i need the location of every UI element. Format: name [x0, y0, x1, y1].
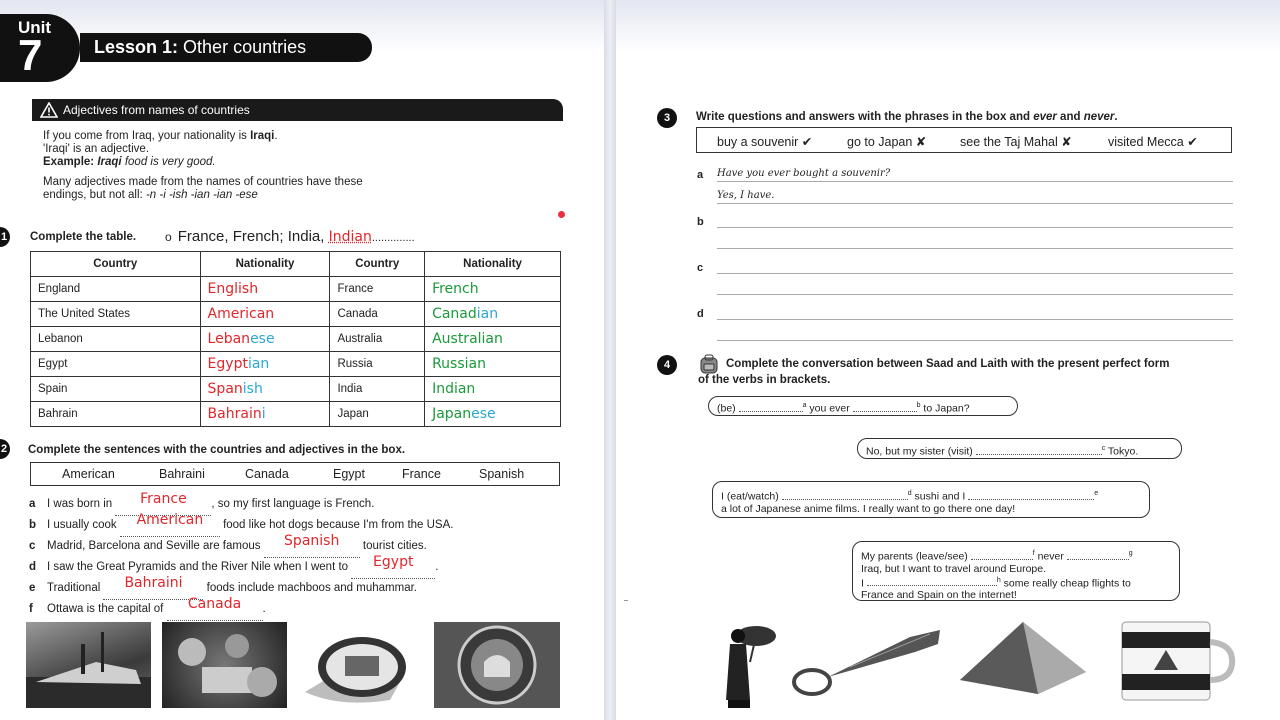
question-letter-a: a — [697, 169, 704, 181]
lesson-name: Other countries — [183, 37, 307, 57]
tip-heading: Adjectives from names of countries — [63, 103, 250, 117]
nationality-cell[interactable]: Russian — [425, 352, 561, 377]
table-row — [31, 377, 561, 402]
phrase: see the Taj Mahal ✘ — [960, 135, 1072, 149]
answer-line[interactable] — [717, 339, 1233, 341]
sentence-f: f Ottawa is the capital of Canada . — [29, 598, 266, 619]
answer-blank[interactable]: France — [115, 493, 211, 516]
warning-icon — [40, 102, 58, 118]
taj-mahal-plate-photo — [434, 622, 560, 708]
sentence-e: e Traditional Bahraini foods include machboos and muhammar. — [29, 577, 417, 598]
unit-label: Unit — [18, 18, 52, 37]
backpack-icon — [698, 354, 720, 374]
table-header-row — [31, 252, 561, 277]
lebanon-mug-image — [1118, 618, 1238, 704]
question-letter-b: b — [697, 216, 704, 228]
exercise-4-number: 4 — [657, 355, 677, 375]
harbour-photo — [26, 622, 151, 708]
answer-line[interactable] — [717, 202, 1233, 204]
answer-blank[interactable]: Bahraini — [103, 577, 203, 600]
exercise-3-number: 3 — [657, 108, 677, 128]
table-row — [31, 277, 561, 302]
nationality-cell[interactable]: Japanese — [425, 402, 561, 427]
country-cell: Canada — [330, 302, 425, 327]
country-cell: Lebanon — [31, 327, 201, 352]
header-nationality: Nationality — [425, 252, 561, 277]
phrase-box — [696, 127, 1232, 153]
magnet-in-hand-photo — [300, 622, 418, 708]
red-dot-marker — [558, 211, 565, 218]
nationality-cell[interactable]: Spanish — [200, 377, 330, 402]
pyramid-souvenir-image — [958, 620, 1088, 696]
tip-example: Example: Iraqi food is very good. — [43, 156, 216, 168]
nationality-cell[interactable]: Egyptian — [200, 352, 330, 377]
answer-a-answer: Yes, I have. — [717, 190, 775, 201]
exercise-4-instruction-1: Complete the conversation between Saad and Laith with the present perfect form — [726, 358, 1170, 370]
header-country: Country — [330, 252, 425, 277]
phrase: visited Mecca ✔ — [1108, 135, 1198, 149]
exercise-1-example: o France, French; India, Indian.............. — [165, 228, 415, 245]
country-cell: Japan — [330, 402, 425, 427]
nationality-cell[interactable]: American — [200, 302, 330, 327]
sentence-b: b I usually cook American food like hot dogs because I'm from the USA. — [29, 514, 453, 535]
tip-line-2: 'Iraqi' is an adjective. — [43, 143, 150, 155]
answer-blank[interactable]: Spanish — [264, 535, 360, 558]
nationality-cell[interactable]: Canadian — [425, 302, 561, 327]
answer-a-question: Have you ever bought a souvenir? — [717, 168, 891, 179]
lesson-title — [80, 33, 372, 62]
speech-bubble-1: (be) $^a$ you ever $^b$ to Japan? — [708, 396, 1018, 416]
sentence-d: d I saw the Great Pyramids and the River Nile when I went to Egypt . — [29, 556, 438, 577]
souvenirs-photo — [162, 622, 287, 708]
table-row — [31, 352, 561, 377]
header-country: Country — [31, 252, 201, 277]
answer-line[interactable] — [717, 293, 1233, 295]
country-cell: The United States — [31, 302, 201, 327]
geisha-figurine-image — [716, 622, 776, 712]
lesson-prefix: Lesson 1: — [94, 37, 179, 57]
exercise-2-instruction: Complete the sentences with the countries and adjectives in the box. — [28, 444, 406, 456]
nationality-cell[interactable]: English — [200, 277, 330, 302]
unit-badge — [0, 14, 80, 82]
table-row — [31, 327, 561, 352]
exercise-1-number: 1 — [0, 227, 10, 247]
country-cell: England — [31, 277, 201, 302]
sentence-a: a I was born in France , so my first language is French. — [29, 493, 374, 514]
exercise-1-instruction: Complete the table. — [30, 231, 137, 243]
country-cell: Egypt — [31, 352, 201, 377]
book-gutter — [604, 0, 616, 720]
answer-line[interactable] — [717, 318, 1233, 320]
question-letter-c: c — [697, 262, 704, 274]
nationality-cell[interactable]: French — [425, 277, 561, 302]
phrase: go to Japan ✘ — [847, 135, 927, 149]
answer-line[interactable] — [717, 247, 1233, 249]
answer-line[interactable] — [717, 180, 1233, 182]
country-cell: France — [330, 277, 425, 302]
country-cell: Spain — [31, 377, 201, 402]
answer-line[interactable] — [717, 272, 1233, 274]
right-top-band — [616, 0, 1280, 52]
box-word: Egypt — [333, 467, 365, 481]
box-word: France — [402, 467, 441, 481]
question-letter-d: d — [697, 308, 704, 320]
country-cell: India — [330, 377, 425, 402]
page-tick — [624, 600, 628, 601]
table-row — [31, 302, 561, 327]
country-cell: Australia — [330, 327, 425, 352]
answer-line[interactable] — [717, 226, 1233, 228]
box-word: Canada — [245, 467, 289, 481]
header-nationality: Nationality — [200, 252, 330, 277]
nationality-cell[interactable]: Australian — [425, 327, 561, 352]
box-word: American — [62, 467, 115, 481]
word-box — [30, 462, 560, 486]
eiffel-keyring-image — [790, 622, 950, 702]
country-cell: Bahrain — [31, 402, 201, 427]
table-row — [31, 402, 561, 427]
speech-bubble-4: My parents (leave/see) $^f$ never $^g$ Iraq, but I want to travel around Europe. I $^h$ some really cheap flights to France and Spain on the internet! — [852, 541, 1180, 601]
exercise-3-instruction: Write questions and answers with the phrases in the box and ever and never. — [696, 111, 1118, 123]
phrase: buy a souvenir ✔ — [717, 135, 813, 149]
exercise-2-number: 2 — [0, 439, 10, 459]
unit-number: 7 — [18, 31, 43, 80]
box-word: Bahraini — [159, 467, 205, 481]
tip-line-5: endings, but not all: -n -i -ish -ian -ian -ese — [43, 189, 258, 201]
speech-bubble-3: I (eat/watch) $^d$ sushi and I $^e$ a lot of Japanese anime films. I really want to go there one day! — [712, 481, 1150, 518]
answer-blank[interactable]: Egypt — [351, 556, 435, 579]
box-word: Spanish — [479, 467, 525, 481]
tip-line-1: If you come from Iraq, your nationality is Iraqi. — [43, 130, 278, 142]
tip-heading-bar — [32, 99, 563, 121]
nationality-cell[interactable]: Lebanese — [200, 327, 330, 352]
speech-bubble-2: No, but my sister (visit) $^c$ Tokyo. — [857, 438, 1182, 459]
exercise-4-instruction-2: of the verbs in brackets. — [698, 374, 831, 386]
nationality-cell[interactable]: Bahraini — [200, 402, 330, 427]
answer-blank[interactable]: Canada — [167, 598, 263, 621]
sentence-c: c Madrid, Barcelona and Seville are famous Spanish tourist cities. — [29, 535, 427, 556]
country-cell: Russia — [330, 352, 425, 377]
nationality-table — [30, 251, 561, 427]
tip-line-4: Many adjectives made from the names of countries have these — [43, 176, 363, 188]
nationality-cell[interactable]: Indian — [425, 377, 561, 402]
answer-blank[interactable]: American — [120, 514, 220, 537]
